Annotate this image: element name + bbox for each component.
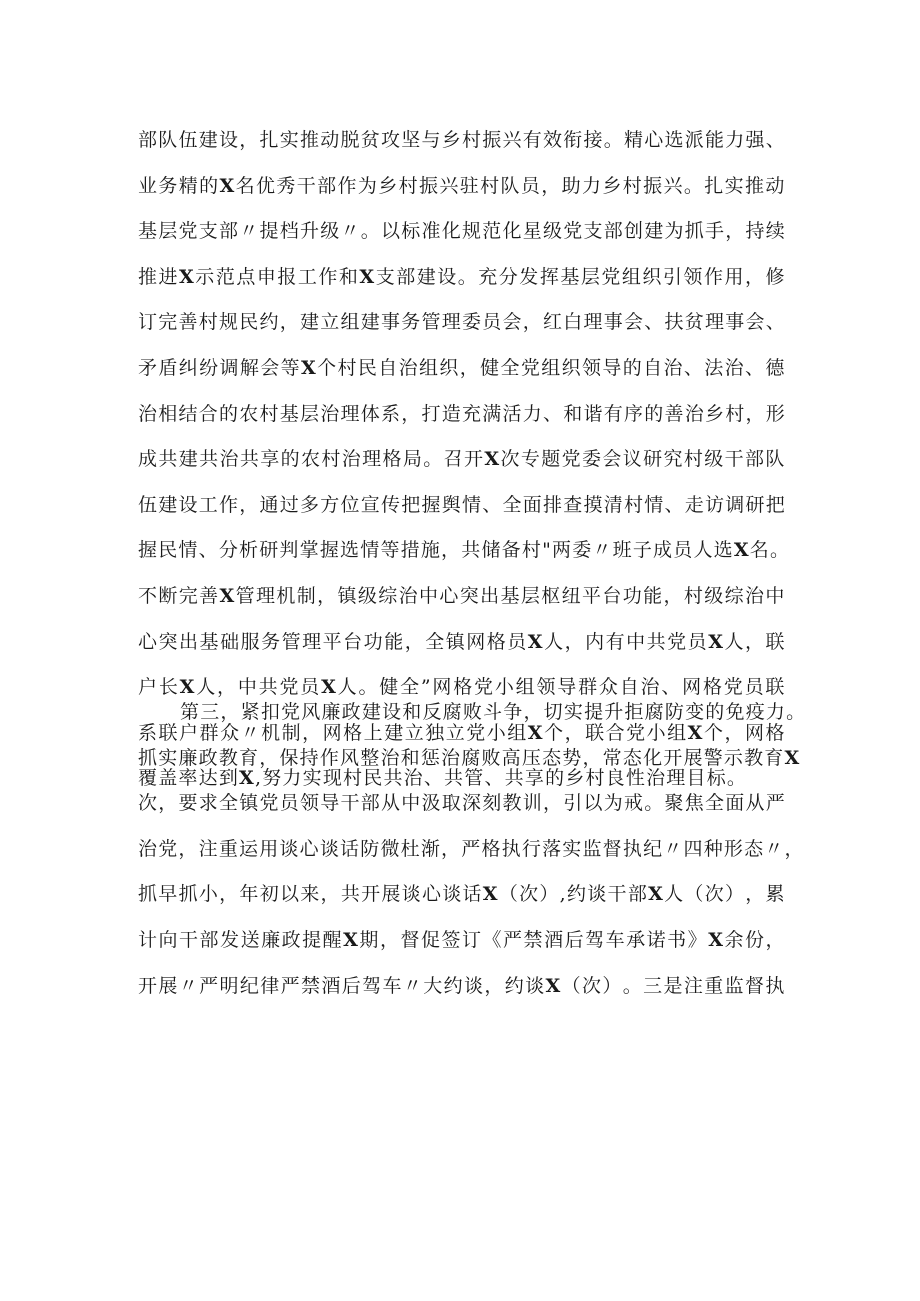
text-line: 矛 盾 纠 纷 调 解 会 等 X 个 村 民 自 治 组 织 ， 健 全 党 组 织 领 导 的 自 治 、 法 治 、 德 — [138, 356, 786, 379]
text-line: 业 务 精 的 X 名 优 秀 干 部 作 为 乡 村 振 兴 驻 村 队 员 ， 助 力 乡 村 振 兴 。 扎 实 推 动 — [138, 174, 786, 197]
text-line-last: 覆盖率达到X,努力实现村民共治、共管、共享的乡村良性治理目标。 — [138, 767, 748, 790]
text-line: 抓 早 抓 小 ， 年 初 以 来 ， 共 开 展 谈 心 谈 话 X （ 次 ） , 约 谈 干 部 X 人 （ 次 ） ， 累 — [138, 883, 786, 906]
text-line: 抓 实 廉 政 教 育 ， 保 持 作 风 整 治 和 惩 治 腐 败 高 压 态 势 ， 常 态 化 开 展 警 示 教 育 X — [138, 746, 801, 769]
text-line: 心 突 出 基 础 服 务 管 理 平 台 功 能 ， 全 镇 网 格 员 X 人 ， 内 有 中 共 党 员 X 人 ， 联 — [138, 630, 786, 653]
text-line: 系 联 户 群 众 〃 机 制 ， 网 格 上 建 立 独 立 党 小 组 X 个 ， 联 合 党 小 组 X 个 ， 网 格 — [138, 721, 786, 744]
text-line: 部 队 伍 建 设 ， 扎 实 推 动 脱 贫 攻 坚 与 乡 村 振 兴 有 效 衔 接 。 精 心 选 派 能 力 强 、 — [138, 129, 786, 151]
text-line: 不 断 完 善 X 管 理 机 制 ， 镇 级 综 治 中 心 突 出 基 层 枢 纽 平 台 功 能 ， 村 级 综 治 中 — [138, 584, 786, 607]
text-line: 次 ， 要 求 全 镇 党 员 领 导 干 部 从 中 汲 取 深 刻 教 训 ， 引 以 为 戒 。 聚 焦 全 面 从 严 — [138, 792, 786, 815]
text-line: 成 共 建 共 治 共 享 的 农 村 治 理 格 局 。 召 开 X 次 专 题 党 委 会 议 研 究 村 级 干 部 队 — [138, 448, 786, 471]
text-line-first: 第三，紧扣党风廉政建设和反腐败斗争，切实提升拒腐防变的免疫力。 — [180, 701, 807, 723]
text-line: 开 展 〃 严 明 纪 律 严 禁 酒 后 驾 车 〃 大 约 谈 ， 约 谈 X （ 次 ） 。 三 是 注 重 监 督 执 — [138, 974, 786, 997]
text-line: 握 民 情 、 分 析 研 判 掌 握 选 情 等 措 施 ， 共 储 备 村 " 两 委 〃 班 子 成 员 人 选 X 名 。 — [138, 539, 791, 562]
text-line: 治 党 ， 注 重 运 用 谈 心 谈 话 防 微 杜 渐 ， 严 格 执 行 落 实 监 督 执 纪 〃 四 种 形 态 〃 ， — [138, 837, 805, 860]
text-line: 户 长 X 人 ， 中 共 党 员 X 人 。 健 全 ” 网 格 党 小 组 领 导 群 众 自 治 、 网 格 党 员 联 — [138, 676, 786, 699]
text-line: 订 完 善 村 规 民 约 ， 建 立 组 建 事 务 管 理 委 员 会 ， 红 白 理 事 会 、 扶 贫 理 事 会 、 — [138, 311, 786, 334]
text-line: 基 层 党 支 部 〃 提 档 升 级 〃 。 以 标 准 化 规 范 化 星 级 党 支 部 创 建 为 抓 手 ， 持 续 — [138, 220, 786, 243]
text-line: 治 相 结 合 的 农 村 基 层 治 理 体 系 ， 打 造 充 满 活 力 、 和 谐 有 序 的 善 治 乡 村 ， 形 — [138, 402, 786, 425]
text-line: 计 向 干 部 发 送 廉 政 提 醒 X 期 ， 督 促 签 订 《 严 禁 酒 后 驾 车 承 诺 书 》 X 余 份 ， — [138, 928, 786, 951]
text-line: 推 进 X 示 范 点 申 报 工 作 和 X 支 部 建 设 。 充 分 发 挥 基 层 党 组 织 引 领 作 用 ， 修 — [138, 265, 786, 288]
text-line: 伍 建 设 工 作 ， 通 过 多 方 位 宣 传 把 握 舆 情 、 全 面 排 查 摸 清 村 情 、 走 访 调 研 把 — [138, 493, 786, 516]
paragraph-anti-corruption — [138, 690, 807, 1009]
